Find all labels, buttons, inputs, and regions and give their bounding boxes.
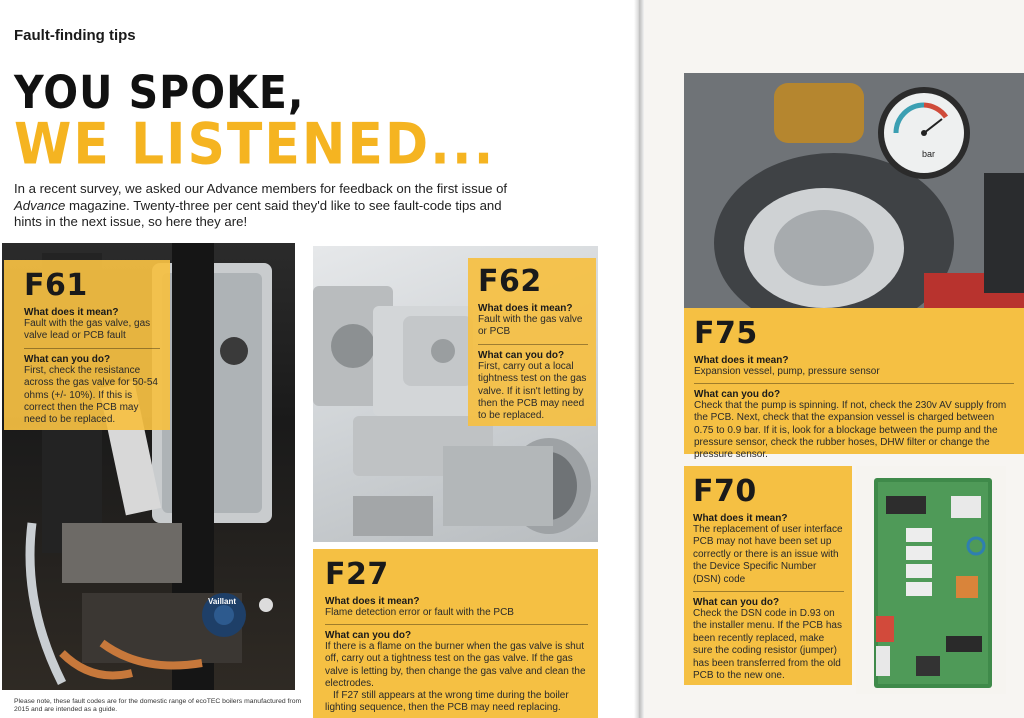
divider (24, 348, 160, 349)
fault-code: F70 (693, 474, 757, 509)
divider (478, 344, 588, 345)
fault-code: F62 (478, 264, 542, 299)
fault-code: F61 (24, 268, 88, 303)
action-heading: What can you do? (24, 353, 111, 365)
intro-paragraph (14, 181, 514, 231)
fault-card-f70 (684, 466, 852, 685)
pcb-photo (856, 466, 1006, 694)
meaning-text: Fault with the gas valve, gas valve lead or PCB fault (24, 318, 151, 342)
meaning-heading: What does it mean? (694, 355, 789, 366)
pressure-gauge-photo (684, 73, 1024, 308)
intro-magazine-name: Advance (14, 197, 66, 213)
headline-line-1: YOU SPOKE, (14, 66, 305, 119)
action-text: Check the DSN code in D.93 on the installer menu. If the PCB has been recently replaced, make sure the coding resistor (jumper) has been transferred from the old PCB to the new one. (693, 608, 842, 682)
action-heading: What can you do? (693, 597, 780, 609)
meaning-heading: What does it mean? (693, 513, 788, 524)
footnote: Please note, these fault codes are for the domestic range of ecoTEC boilers manufactured from 2015 and are intended as a guide. (14, 698, 302, 713)
meaning-heading: What does it mean? (325, 596, 420, 607)
headline-line-2: WE LISTENED... (14, 112, 496, 178)
action-heading: What can you do? (478, 349, 565, 361)
divider (325, 624, 588, 625)
page-gutter (634, 0, 644, 718)
action-heading: What can you do? (325, 630, 412, 642)
fault-card-f61 (4, 260, 170, 430)
meaning-text: Fault with the gas valve or PCB (478, 314, 583, 338)
action-text-continued: If F27 still appears at the wrong time during the boiler lighting sequence, then the PCB may need replacing. (325, 690, 569, 714)
divider (693, 591, 844, 592)
fault-card-f27 (313, 549, 598, 718)
fault-code: F75 (694, 316, 758, 351)
fault-card-f62 (468, 258, 596, 426)
fault-code: F27 (325, 557, 389, 592)
divider (694, 383, 1014, 384)
pump-brand-label: Vaillant (208, 597, 237, 606)
meaning-text: The replacement of user interface PCB may not have been set up correctly or there is an issue with the Device Specific Number (DSN) code (693, 524, 843, 585)
action-text: Check that the pump is spinning. If not, check the 230v AV supply from the PCB. Next, check that the expansion vessel is charged between 0.75 to 0.9 bar. If it is, look for a blockage between the pump and the pressure sensor, check the rubber hoses, DHW filter or change the pressure sensor. (694, 400, 1007, 461)
fault-card-f75 (684, 308, 1024, 461)
action-text: If there is a flame on the burner when the gas valve is shut off, carry out a tightness test on the gas valve. If the gas valve is letting by, then change the gas valve and clean the electrodes. (325, 641, 586, 689)
intro-text-1: In a recent survey, we asked our Advance members for feedback on the first issue of (14, 181, 508, 196)
meaning-heading: What does it mean? (24, 307, 119, 318)
meaning-text: Flame detection error or fault with the PCB (325, 607, 514, 618)
meaning-text: Expansion vessel, pump, pressure sensor (694, 366, 880, 377)
intro-text-2: magazine. Twenty-three per cent said they'd like to see fault-code tips and hints in the next issue, so here they are! (14, 197, 502, 229)
section-label: Fault-finding tips (14, 27, 136, 44)
action-heading: What can you do? (694, 389, 781, 401)
meaning-heading: What does it mean? (478, 303, 573, 314)
action-text: First, check the resistance across the gas valve for 50-54 ohms (+/- 10%). If this is correct then the PCB may need to be replaced. (24, 364, 158, 426)
gauge-unit-label: bar (922, 149, 936, 159)
action-text: First, carry out a local tightness test on the gas valve. If it isn't letting by then the PCB may need to be replaced. (478, 360, 587, 422)
